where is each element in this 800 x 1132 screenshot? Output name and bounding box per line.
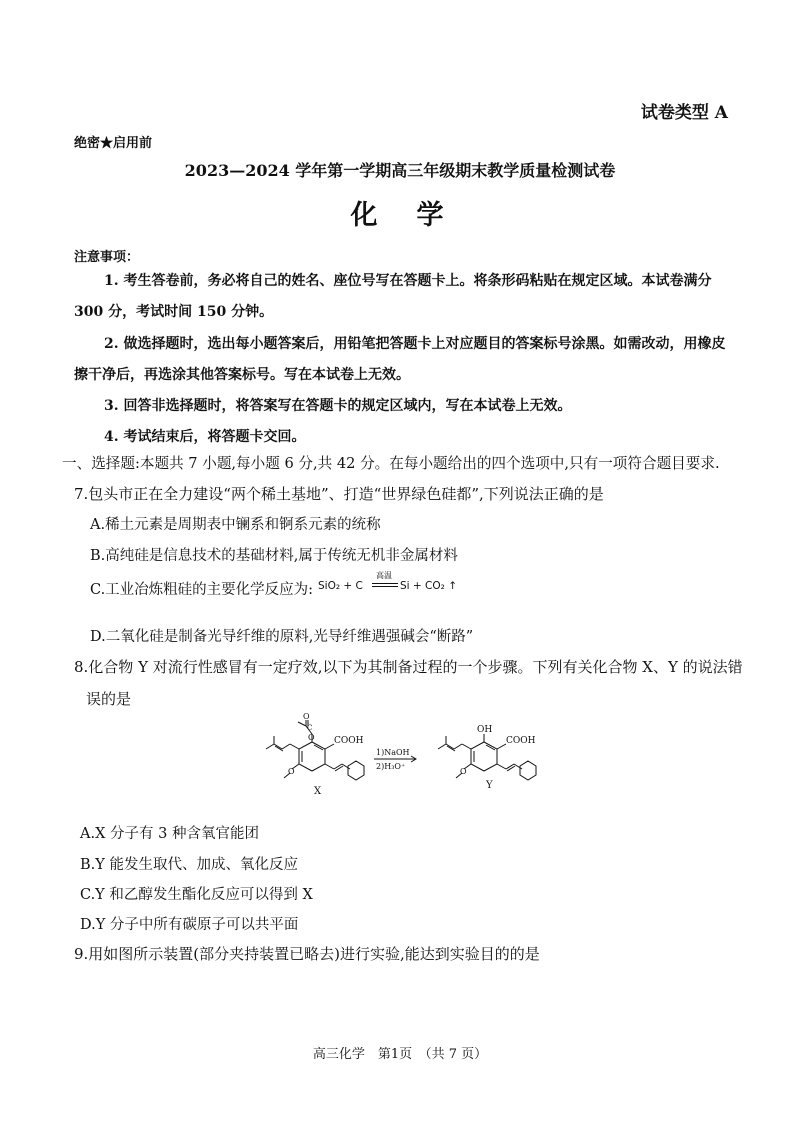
- y-phenyl-ring: [520, 761, 536, 780]
- equation-right: Si + CO₂ ↑: [400, 580, 457, 592]
- compound-x-label: X: [314, 786, 322, 797]
- subject-title: 化 学: [350, 200, 450, 231]
- secret-label: 绝密★启用前: [74, 136, 153, 151]
- reaction-diagram: [262, 712, 562, 808]
- y-benzene-ring: [471, 742, 497, 771]
- reagent-1: 1)NaOH: [376, 748, 410, 757]
- compound-y: [438, 725, 536, 791]
- q8-option-c: C.Y 和乙醇发生酯化反应可以得到 X: [80, 887, 313, 903]
- reaction-scheme: [262, 712, 562, 808]
- q7-option-a: A.稀土元素是周期表中镧系和锕系元素的统称: [90, 517, 381, 533]
- q8-stem-line1: 8.化合物 Y 对流行性感冒有一定疗效,以下为其制备过程的一个步骤。下列有关化合物 X、Y 的说法错: [74, 658, 743, 676]
- equation-arrow: [372, 583, 398, 587]
- q7-option-d: D.二氧化硅是制备光导纤维的原料,光导纤维遇强碱会“断路”: [90, 629, 474, 645]
- page-footer: 高三化学 第1页 （共 7 页）: [312, 1047, 488, 1062]
- y-label-cooh: COOH: [506, 736, 536, 746]
- q8-option-a: A.X 分子有 3 种含氧官能团: [80, 826, 259, 842]
- compound-y-label: Y: [486, 780, 493, 791]
- x-phenyl-ring: [348, 761, 364, 780]
- x-label-o-carbonyl: O: [303, 712, 310, 721]
- x-label-o-methoxy: O: [288, 767, 295, 776]
- exam-title: 2023—2024 学年第一学期高三年级期末教学质量检测试卷: [184, 161, 616, 180]
- x-label-o-ester: O: [308, 733, 315, 742]
- notice-item-4: 4. 考试结束后，将答题卡交回。: [104, 429, 306, 445]
- equation-left: SiO₂ + C: [318, 580, 363, 592]
- paper-type: 试卷类型 A: [640, 103, 728, 123]
- notice-item-2: 2. 做选择题时，选出每小题答案后，用铅笔把答题卡上对应题目的答案标号涂黑。如需改动，用橡皮: [104, 336, 726, 352]
- q7-option-c: C.工业冶炼粗硅的主要化学反应为:: [90, 582, 314, 598]
- notice-heading: 注意事项：: [74, 250, 140, 265]
- equation-condition: 高温: [376, 571, 392, 580]
- reaction-arrow: [374, 748, 416, 771]
- q9-stem: 9.用如图所示装置(部分夹持装置已略去)进行实验,能达到实验目的的是: [74, 945, 540, 963]
- q7-stem: 7.包头市正在全力建设“两个稀土基地”、打造“世界绿色硅都”,下列说法正确的是: [74, 485, 604, 503]
- q7-option-b: B.高纯硅是信息技术的基础材料,属于传统无机非金属材料: [90, 548, 458, 564]
- q8-option-b: B.Y 能发生取代、加成、氧化反应: [80, 857, 298, 873]
- x-benzene-ring: [299, 742, 325, 771]
- section-heading: 一、选择题:本题共 7 小题,每小题 6 分,共 42 分。在每小题给出的四个选项中,只有一项符合题目要求.: [62, 455, 720, 472]
- notice-item-3: 3. 回答非选择题时，将答案写在答题卡的规定区域内，写在本试卷上无效。: [104, 398, 572, 414]
- y-label-o-methoxy: O: [460, 767, 467, 776]
- x-label-c: C: [307, 724, 313, 732]
- notice-item-1-cont: 300 分，考试时间 150 分钟。: [74, 304, 274, 320]
- reagent-2: 2)H₃O⁺: [376, 762, 406, 771]
- q8-option-d: D.Y 分子中所有碳原子可以共平面: [80, 917, 299, 933]
- x-label-cooh: COOH: [334, 736, 364, 746]
- y-label-oh: OH: [477, 725, 493, 735]
- notice-item-2-cont: 擦干净后，再选涂其他答案标号。写在本试卷上无效。: [74, 367, 410, 383]
- q8-stem-line2: 误的是: [86, 690, 132, 708]
- notice-item-1: 1. 考生答卷前，务必将自己的姓名、座位号写在答题卡上。将条形码粘贴在规定区域。本试卷满分: [104, 273, 712, 289]
- compound-x: [266, 712, 364, 797]
